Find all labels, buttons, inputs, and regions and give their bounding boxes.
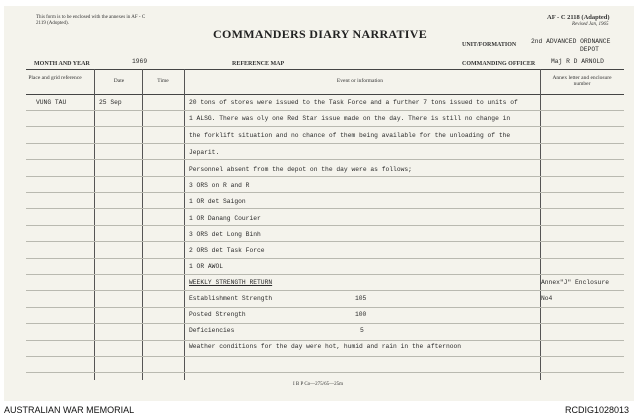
unit-label: UNIT/FORMATION [462,42,517,48]
month-year-label: MONTH AND YEAR [34,61,90,67]
ruled-line [26,258,624,259]
unit-value-2: DEPOT [580,46,599,53]
ruled-line [26,208,624,209]
column-header-event: Event or information [336,78,384,84]
event-line: the forklift situation and no chance of them being available for the unloading of the [189,132,511,139]
enclose-note: This form is to be enclosed with the annexes in AF - C 2119 (Adopted). [36,15,146,26]
ruled-line [26,143,624,144]
ruled-line [26,159,624,160]
reference-map-label: REFERENCE MAP [232,61,285,67]
event-line: Personnel absent from the depot on the day were as follows; [189,166,412,173]
strength-value: 105 [355,295,367,302]
month-year-value: 1969 [132,58,148,65]
ruled-line [26,372,624,373]
event-line: Jeparit. [189,149,220,156]
column-header-time: Time [157,78,169,84]
strength-value: 100 [355,311,367,318]
weather-note: Weather conditions for the day were hot, humid and rain in the afternoon [189,343,462,350]
table-top-rule [26,69,624,70]
event-line: 1 OR Danang Courier [189,215,261,222]
event-line: 2 ORS det Task Force [189,247,265,254]
event-line: 1 OR AWOL [189,263,224,270]
page-title: COMMANDERS DIARY NARRATIVE [213,27,428,41]
strength-label: Posted Strength [189,311,246,318]
ruled-line [26,192,624,193]
event-line: 1 OR det Saigon [189,198,246,205]
strength-value: 5 [360,327,364,334]
archive-credit: AUSTRALIAN WAR MEMORIAL [4,405,135,415]
commanding-officer-value: Maj R D ARNOLD [551,58,604,65]
entry-date: 25 Sep [99,99,122,106]
column-header-date: Date [113,78,125,84]
ruled-line [26,241,624,242]
ruled-line [26,290,624,291]
event-line: 3 ORS det Long Binh [189,231,261,238]
column-header-annex: Annex letter and enclosure number [552,75,612,87]
ruled-line [26,356,624,357]
ruled-line [26,307,624,308]
column-header-place: Place and grid reference [28,75,82,81]
event-line: 1 ALSG. There was oly one Red Star issue made on the day. There is still no change in [189,115,511,122]
annex-number: No4 [541,295,553,302]
annex-enclosure: Annex"J" Enclosure [541,279,610,286]
strength-heading: WEEKLY STRENGTH RETURN [189,279,273,286]
ruled-line [26,176,624,177]
unit-value: 2nd ADVANCED ORDNANCE [531,38,611,45]
ruled-line [26,323,624,324]
archive-reference: RCDIG1028013 [565,405,630,415]
printer-imprint: I B P Co—275/65—25m [293,382,343,387]
form-code: AF - C 2118 (Adapted) [547,14,610,21]
event-line: 20 tons of stores were issued to the Task Force and a further 7 tons issued to units of [189,99,518,106]
strength-label: Establishment Strength [189,295,273,302]
ruled-line [26,225,624,226]
ruled-line [26,274,624,275]
strength-label: Deficiencies [189,327,235,334]
ruled-line [26,110,624,111]
header-bottom-rule [26,94,624,95]
ruled-line [26,340,624,341]
ruled-line [26,126,624,127]
commanding-officer-label: COMMANDING OFFICER [462,61,536,67]
entry-place: VUNG TAU [36,99,67,106]
revised-date: Revised Jan, 1965 [572,22,609,27]
event-line: 3 ORS on R and R [189,182,250,189]
